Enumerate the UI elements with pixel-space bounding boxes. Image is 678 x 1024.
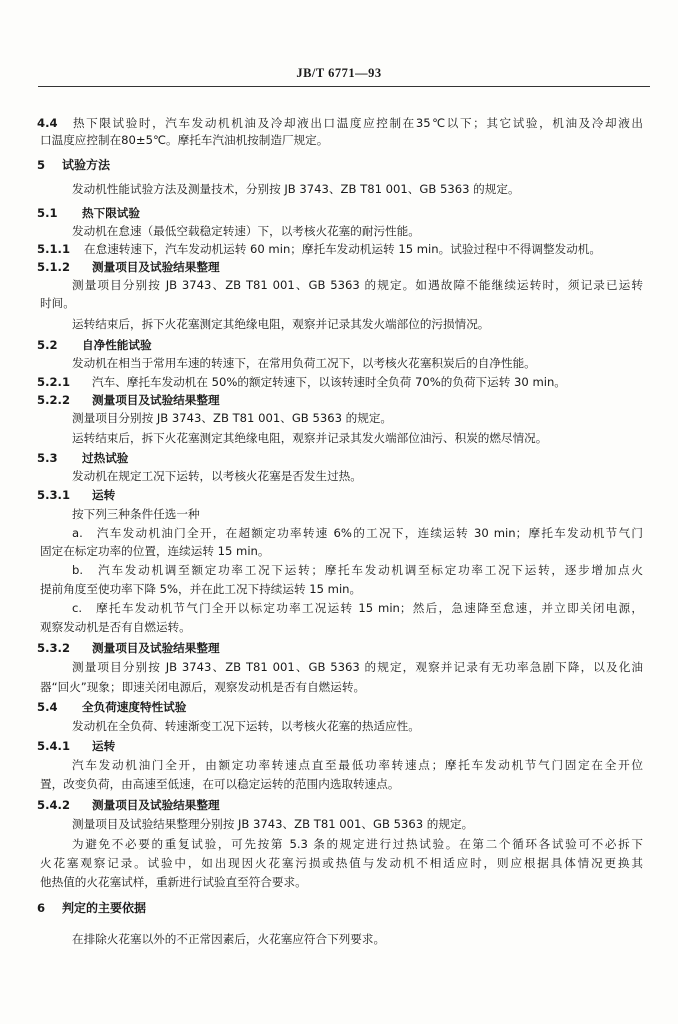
line-text: 观察发动机是否有自燃运转。 [40,620,191,634]
line-text: 全负荷速度特性试验 [82,700,187,714]
clause-number: 5.1.1 [37,242,71,256]
line-text: 汽车、摩托车发动机在 50%的额定转速下，以该转速时全负荷 70%的负荷下运转 30 min。 [92,375,566,389]
line-text: 提前角度至使功率下降 5%，并在此工况下持续运转 15 min。 [40,582,362,596]
line-text: 测量项目及试验结果整理 [92,641,220,655]
line-text: 测量项目分别按 JB 3743、ZB T81 001、GB 5363 的规定，观察并记录有无功率急剧下降，以及化油 [72,660,643,674]
clause-number: 5.2 [37,338,58,352]
clause-number: 5.3 [37,451,58,465]
line-text: 为避免不必要的重复试验，可先按第 5.3 条的规定进行过热试验。在第二个循环各试验可不必拆下 [72,837,643,851]
line-text: 器“回火”现象；即速关闭电源后，观察发动机是否有自燃运转。 [40,680,366,694]
line-text: 时间。 [40,296,75,310]
line-text: 发动机在怠速（最低空载稳定转速）下，以考核火花塞的耐污性能。 [72,224,420,238]
line-text: 过热试验 [82,451,129,465]
clause-number: 5.4.2 [37,798,71,812]
line-text: 测量项目分别按 JB 3743、ZB T81 001、GB 5363 的规定。如遇故障不能继续运转时，须记录已运转 [72,278,643,292]
line-text: 测量项目分别按 JB 3743、ZB T81 001、GB 5363 的规定。 [72,411,393,425]
clause-number: 4.4 [37,116,58,130]
line-text: 测量项目及试验结果整理 [92,798,220,812]
line-text: 测量项目及试验结果整理 [92,260,220,274]
clause-number: 5.4.1 [37,739,71,753]
clause-number: 5 [37,158,46,172]
line-text: 自净性能试验 [82,338,152,352]
line-text: 在怠速转速下，汽车发动机运转 60 min；摩托车发动机运转 15 min。试验过程中不得调整发动机。 [84,242,601,256]
clause-number: 5.4 [37,700,58,714]
line-text: 发动机在相当于常用车速的转速下，在常用负荷工况下，以考核火花塞积炭后的自净性能。 [72,356,536,370]
line-text: 发动机在全负荷、转速渐变工况下运转，以考核火花塞的热适应性。 [72,719,420,733]
line-text: 测量项目及试验结果整理 [92,393,220,407]
line-text: 汽车发动机油门全开，由额定功率转速点直至最低功率转速点；摩托车发动机节气门固定在全开位 [72,758,643,772]
line-text: 固定在标定功率的位置，连续运转 15 min。 [40,544,270,558]
line-text: 测量项目及试验结果整理分别按 JB 3743、ZB T81 001、GB 5363 的规定。 [72,817,474,831]
line-text: 运转结束后，拆下火花塞测定其绝缘电阻，观察并记录其发火端部位油污、积炭的燃尽情况。 [72,431,548,445]
clause-number: 5.2.1 [37,375,71,389]
line-text: 运转 [92,488,116,502]
clause-number: 5.3.2 [37,641,71,655]
line-text: 运转结束后，拆下火花塞测定其绝缘电阻，观察并记录其发火端部位的污损情况。 [72,317,490,331]
line-text: a. 汽车发动机油门全开，在超额定功率转速 6%的工况下，连续运转 30 min；摩托车发动机节气门 [72,526,643,540]
clause-number: 6 [37,901,46,915]
clause-number: 5.3.1 [37,488,71,502]
line-text: 试验方法 [62,158,111,172]
line-text: 发动机在规定工况下运转，以考核火花塞是否发生过热。 [72,469,362,483]
line-text: 在排除火花塞以外的不正常因素后，火花塞应符合下列要求。 [72,932,386,946]
page-header: JB/T 6771—93 [296,66,382,80]
line-text: 口温度应控制在80±5℃。摩托车汽油机按制造厂规定。 [40,133,329,147]
line-text: 热下限试验 [82,206,140,220]
clause-number: 5.1 [37,206,58,220]
line-text: 他热值的火花塞试样，重新进行试验直至符合要求。 [40,875,307,889]
line-text: 热下限试验时，汽车发动机机油及冷却液出口温度应控制在35℃以下；其它试验，机油及冷却液出 [73,116,643,130]
line-text: 置，改变负荷，由高速至低速，在可以稳定运转的范围内选取转速点。 [40,777,400,791]
line-text: 判定的主要依据 [62,901,147,915]
header-divider [38,86,650,87]
line-text: c. 摩托车发动机节气门全开以标定功率工况运转 15 min；然后，急速降至怠速，并立即关闭电源， [72,601,643,615]
line-text: 按下列三种条件任选一种 [72,507,200,521]
clause-number: 5.1.2 [37,260,71,274]
line-text: 运转 [92,739,116,753]
line-text: 发动机性能试验方法及测量技术，分别按 JB 3743、ZB T81 001、GB 5363 的规定。 [72,182,520,196]
line-text: b. 汽车发动机调至额定功率工况下运转；摩托车发动机调至标定功率工况下运转，逐步增加点火 [72,563,643,577]
line-text: 火花塞观察记录。试验中，如出现因火花塞污损或热值与发动机不相适应时，则应根据具体情况更换其 [40,856,643,870]
clause-number: 5.2.2 [37,393,71,407]
